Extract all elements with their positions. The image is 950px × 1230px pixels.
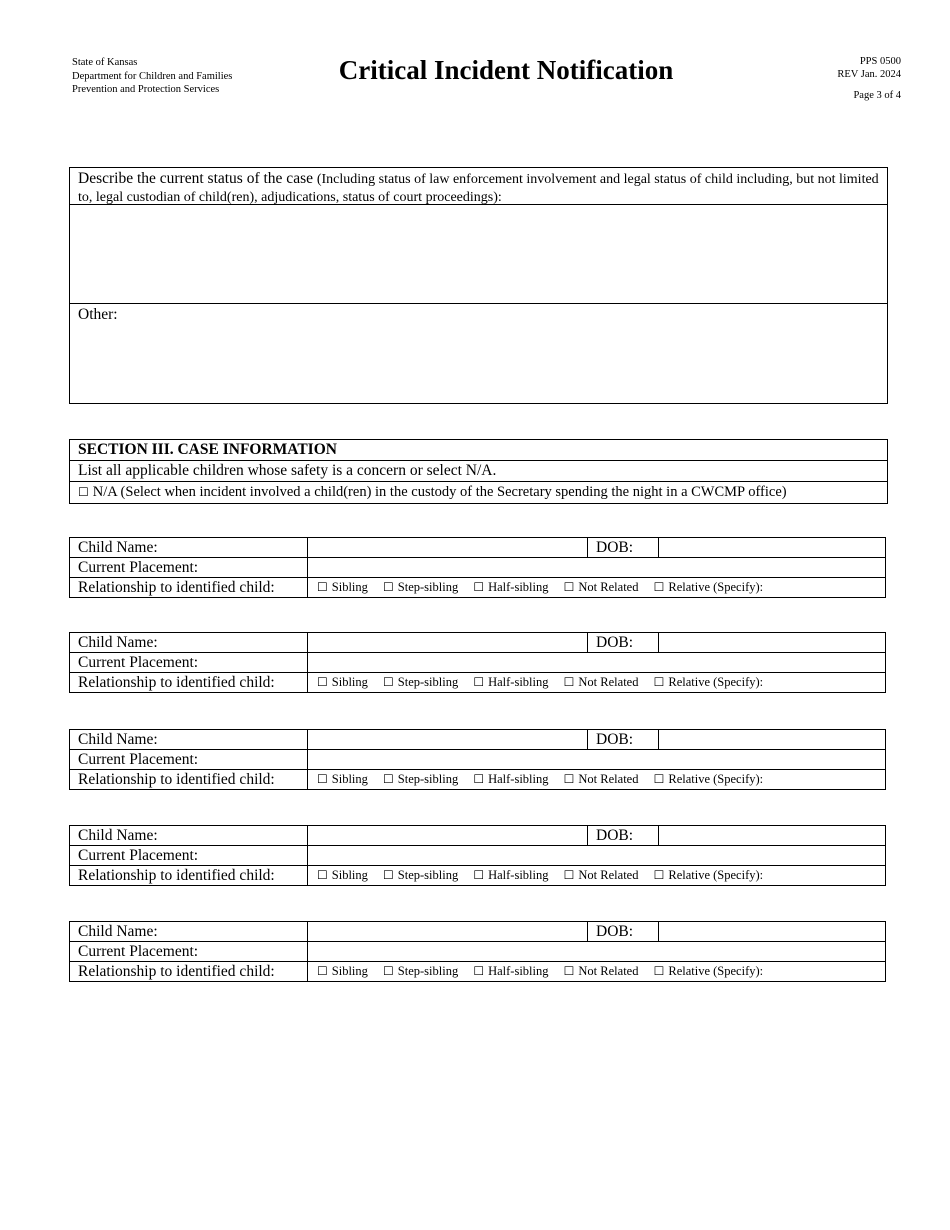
checkbox[interactable]: ☐	[317, 772, 328, 786]
child-block	[69, 921, 886, 982]
page-title: Critical Incident Notification	[338, 55, 674, 85]
option-label: Not Related	[578, 772, 639, 786]
checkbox[interactable]: ☐	[653, 675, 665, 689]
option-label: Half-sibling	[488, 964, 549, 978]
section-instruction: List all applicable children whose safety is a concern or select N/A.	[70, 461, 887, 482]
dob-label: DOB:	[588, 538, 659, 558]
case-status-box	[69, 167, 888, 404]
relationship-options	[308, 770, 886, 790]
child-name-field[interactable]	[308, 922, 588, 942]
child-name-label: Child Name:	[70, 826, 308, 846]
option-half-sibling[interactable]	[473, 868, 548, 882]
checkbox[interactable]: ☐	[317, 580, 328, 594]
other-field[interactable]	[70, 304, 887, 326]
case-status-question	[70, 168, 887, 205]
agency-department: Department for Children and Families	[72, 70, 233, 82]
option-label: Not Related	[578, 868, 639, 882]
child-block	[69, 729, 886, 790]
placement-label: Current Placement:	[70, 558, 308, 578]
option-label: Not Related	[578, 964, 639, 978]
option-sibling[interactable]	[317, 772, 368, 786]
checkbox[interactable]: ☐	[473, 964, 485, 978]
option-label: Relative (Specify):	[668, 675, 764, 689]
relationship-label: Relationship to identified child:	[70, 673, 308, 693]
checkbox[interactable]: ☐	[317, 675, 328, 689]
option-label: Step-sibling	[397, 868, 459, 882]
child-name-field[interactable]	[308, 730, 588, 750]
agency-state: State of Kansas	[72, 57, 138, 68]
option-sibling[interactable]	[317, 675, 368, 689]
placement-field[interactable]	[308, 750, 886, 770]
dob-field[interactable]	[659, 826, 886, 846]
relationship-label: Relationship to identified child:	[70, 866, 308, 886]
form-revision: REV Jan. 2024	[837, 68, 901, 80]
option-label: Relative (Specify):	[668, 868, 764, 882]
agency-division: Prevention and Protection Services	[72, 84, 220, 95]
option-label: Sibling	[331, 964, 368, 978]
option-label: Sibling	[331, 772, 368, 786]
child-block	[69, 537, 886, 598]
option-label: Step-sibling	[397, 580, 459, 594]
relationship-options	[308, 673, 886, 693]
relationship-label: Relationship to identified child:	[70, 578, 308, 598]
option-not-related[interactable]	[564, 964, 639, 978]
option-half-sibling[interactable]	[473, 675, 548, 689]
checkbox[interactable]: ☐	[473, 772, 485, 786]
dob-label: DOB:	[588, 730, 659, 750]
option-half-sibling[interactable]	[473, 772, 548, 786]
checkbox[interactable]: ☐	[473, 675, 485, 689]
case-status-question-detail: (Including status of law enforcement involvement and legal status of child including, but not limited to, legal custodian of child(ren), adjudications, status of court proceedings):	[78, 172, 879, 205]
child-name-field[interactable]	[308, 633, 588, 653]
child-block	[69, 825, 886, 886]
relationship-options	[308, 578, 886, 598]
option-relative[interactable]	[654, 675, 764, 689]
checkbox[interactable]: ☐	[473, 580, 485, 594]
checkbox[interactable]: ☐	[317, 868, 328, 882]
option-sibling[interactable]	[317, 580, 368, 594]
option-label: Step-sibling	[397, 772, 459, 786]
checkbox[interactable]: ☐	[653, 964, 665, 978]
option-label: Sibling	[331, 868, 368, 882]
option-relative[interactable]	[654, 964, 764, 978]
placement-field[interactable]	[308, 653, 886, 673]
dob-field[interactable]	[659, 633, 886, 653]
option-label: Half-sibling	[488, 580, 549, 594]
option-step-sibling[interactable]	[383, 580, 458, 594]
placement-field[interactable]	[308, 846, 886, 866]
section-case-information	[69, 439, 888, 504]
checkbox[interactable]: ☐	[383, 772, 394, 786]
checkbox[interactable]: ☐	[653, 772, 665, 786]
form-number: PPS 0500	[859, 56, 901, 67]
child-name-label: Child Name:	[70, 730, 308, 750]
option-sibling[interactable]	[317, 964, 368, 978]
dob-label: DOB:	[588, 826, 659, 846]
option-step-sibling[interactable]	[383, 772, 458, 786]
checkbox[interactable]: ☐	[563, 964, 575, 978]
placement-label: Current Placement:	[70, 750, 308, 770]
child-name-label: Child Name:	[70, 633, 308, 653]
placement-field[interactable]	[308, 558, 886, 578]
option-not-related[interactable]	[564, 675, 639, 689]
placement-field[interactable]	[308, 942, 886, 962]
dob-label: DOB:	[588, 633, 659, 653]
checkbox[interactable]: ☐	[563, 580, 575, 594]
na-label: N/A (Select when incident involved a child(ren) in the custody of the Secretary spending the night in a CWCMP office)	[92, 484, 787, 500]
checkbox[interactable]: ☐	[383, 675, 394, 689]
child-name-field[interactable]	[308, 826, 588, 846]
checkbox[interactable]: ☐	[563, 675, 575, 689]
dob-label: DOB:	[588, 922, 659, 942]
option-relative[interactable]	[654, 868, 764, 882]
child-block	[69, 632, 886, 693]
option-label: Step-sibling	[397, 964, 459, 978]
placement-label: Current Placement:	[70, 846, 308, 866]
section-title: SECTION III. CASE INFORMATION	[70, 440, 887, 461]
option-half-sibling[interactable]	[473, 580, 548, 594]
relationship-options	[308, 962, 886, 982]
checkbox[interactable]: ☐	[383, 868, 394, 882]
option-label: Half-sibling	[488, 868, 549, 882]
option-step-sibling[interactable]	[383, 675, 458, 689]
dob-field[interactable]	[659, 538, 886, 558]
checkbox[interactable]: ☐	[383, 964, 394, 978]
checkbox[interactable]: ☐	[653, 868, 665, 882]
case-status-question-lead: Describe the current status of the case	[78, 170, 317, 187]
option-step-sibling[interactable]	[383, 868, 458, 882]
option-label: Step-sibling	[397, 675, 459, 689]
placement-label: Current Placement:	[70, 653, 308, 673]
option-not-related[interactable]	[564, 772, 639, 786]
checkbox[interactable]: ☐	[383, 580, 394, 594]
na-checkbox[interactable]: ☐	[78, 485, 89, 499]
dob-field[interactable]	[659, 922, 886, 942]
child-name-label: Child Name:	[70, 538, 308, 558]
option-label: Half-sibling	[488, 675, 549, 689]
checkbox[interactable]: ☐	[563, 868, 575, 882]
page-number: Page 3 of 4	[853, 90, 901, 101]
option-label: Half-sibling	[488, 772, 549, 786]
option-label: Relative (Specify):	[668, 964, 764, 978]
option-label: Relative (Specify):	[668, 772, 764, 786]
child-name-field[interactable]	[308, 538, 588, 558]
child-name-label: Child Name:	[70, 922, 308, 942]
option-not-related[interactable]	[564, 580, 639, 594]
na-option[interactable]	[70, 482, 887, 503]
option-label: Not Related	[578, 580, 639, 594]
relationship-label: Relationship to identified child:	[70, 770, 308, 790]
dob-field[interactable]	[659, 730, 886, 750]
option-half-sibling[interactable]	[473, 964, 548, 978]
checkbox[interactable]: ☐	[317, 964, 328, 978]
placement-label: Current Placement:	[70, 942, 308, 962]
option-relative[interactable]	[654, 772, 764, 786]
option-not-related[interactable]	[564, 868, 639, 882]
relationship-options	[308, 866, 886, 886]
checkbox[interactable]: ☐	[473, 868, 485, 882]
option-sibling[interactable]	[317, 868, 368, 882]
option-relative[interactable]	[654, 580, 764, 594]
option-label: Relative (Specify):	[668, 580, 764, 594]
checkbox[interactable]: ☐	[563, 772, 575, 786]
option-step-sibling[interactable]	[383, 964, 458, 978]
form-info	[837, 56, 901, 103]
option-label: Sibling	[331, 580, 368, 594]
relationship-label: Relationship to identified child:	[70, 962, 308, 982]
checkbox[interactable]: ☐	[653, 580, 665, 594]
other-label: Other:	[78, 306, 118, 323]
option-label: Not Related	[578, 675, 639, 689]
option-label: Sibling	[331, 675, 368, 689]
case-status-field[interactable]	[70, 205, 887, 304]
